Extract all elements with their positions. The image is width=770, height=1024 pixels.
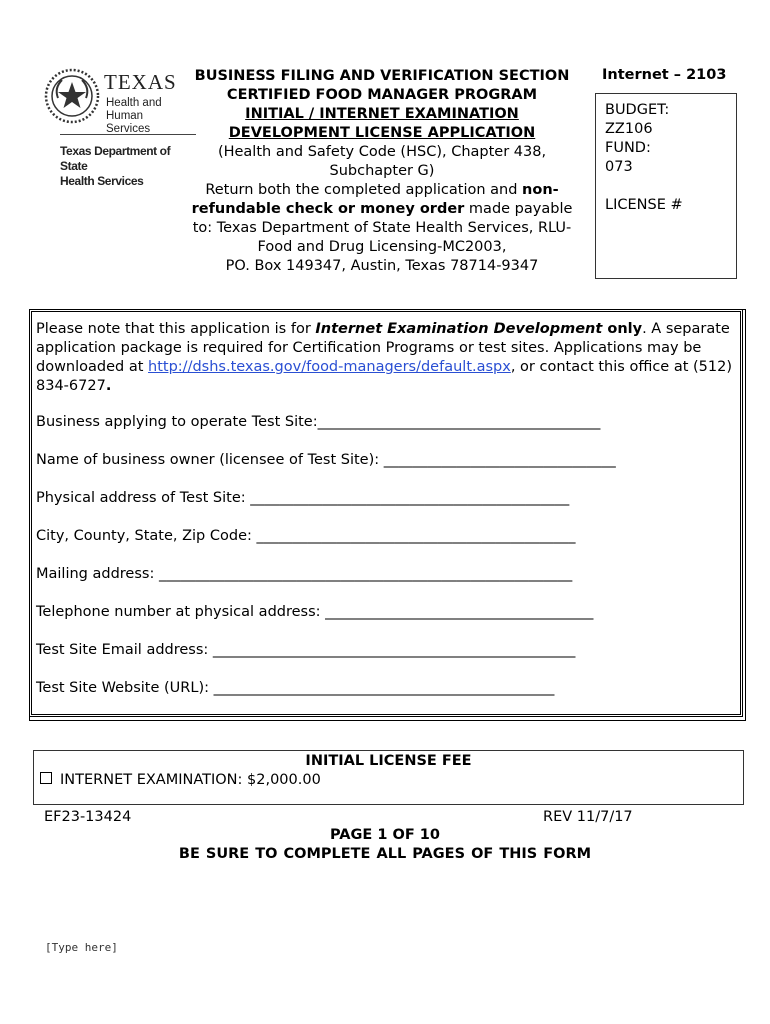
form-id: EF23-13424 (44, 809, 132, 825)
application-note: Please note that this application is for Internet Examination Development only. A separate application package is required for Certification Programs or test sites. Applications may be downloaded at http://dshs.texas.gov/food-managers/default.aspx, or contact this office at (512) 834-6727. (36, 321, 733, 394)
type-here-placeholder[interactable]: [Type here] (45, 941, 118, 954)
business-name-field[interactable]: Business applying to operate Test Site:_______________________________________ (36, 414, 601, 430)
email-field[interactable]: Test Site Email address: __________________________________________________ (36, 642, 576, 658)
internet-code: Internet – 2103 (602, 67, 727, 83)
complete-all-pages-notice: BE SURE TO COMPLETE ALL PAGES OF THIS FORM (178, 846, 592, 862)
city-county-state-zip-field[interactable]: City, County, State, Zip Code: ____________________________________________ (36, 528, 576, 544)
website-field[interactable]: Test Site Website (URL): _______________________________________________ (36, 680, 555, 696)
mailing-address-field[interactable]: Mailing address: _________________________________________________________ (36, 566, 573, 582)
physical-address-field[interactable]: Physical address of Test Site: ____________________________________________ (36, 490, 570, 506)
logo-dshs-text: Texas Department of State Health Services (60, 144, 171, 188)
fee-option-label: INTERNET EXAMINATION: $2,000.00 (60, 772, 321, 788)
fund-value: 073 (605, 159, 633, 175)
section-title: BUSINESS FILING AND VERIFICATION SECTION (194, 68, 570, 84)
fee-option[interactable] (40, 772, 321, 788)
return-instructions-2: refundable check or money order made payable (191, 201, 573, 217)
budget-label: BUDGET: (605, 102, 670, 118)
payee-address: PO. Box 149347, Austin, Texas 78714-9347 (225, 258, 539, 274)
dshs-logo (42, 64, 198, 188)
logo-hhs-text: Health and Human Services (106, 97, 162, 135)
fund-label: FUND: (605, 140, 651, 156)
payee-dept: Food and Drug Licensing-MC2003, (257, 239, 507, 255)
payee-line: to: Texas Department of State Health Services, RLU- (192, 220, 572, 236)
page-number: PAGE 1 OF 10 (330, 827, 440, 843)
program-title: CERTIFIED FOOD MANAGER PROGRAM (226, 87, 538, 103)
fee-title: INITIAL LICENSE FEE (305, 753, 472, 769)
owner-name-field[interactable]: Name of business owner (licensee of Test Site): ________________________________ (36, 452, 616, 468)
application-title: DEVELOPMENT LICENSE APPLICATION (228, 125, 536, 141)
texas-seal-icon (44, 68, 100, 124)
return-instructions-1: Return both the completed application and non- (205, 182, 559, 198)
budget-box (595, 93, 737, 279)
telephone-field[interactable]: Telephone number at physical address: _____________________________________ (36, 604, 594, 620)
exam-title: INITIAL / INTERNET EXAMINATION (245, 106, 519, 122)
hsc-citation: (Health and Safety Code (HSC), Chapter 438, (217, 144, 547, 160)
license-label: LICENSE # (605, 197, 683, 213)
download-link[interactable]: http://dshs.texas.gov/food-managers/default.aspx (148, 359, 511, 375)
hsc-subchapter: Subchapter G) (329, 163, 435, 179)
logo-texas-text: TEXAS (104, 70, 177, 94)
budget-value: ZZ106 (605, 121, 653, 137)
form-header (176, 67, 588, 276)
fee-checkbox[interactable] (40, 772, 52, 784)
revision-date: REV 11/7/17 (543, 809, 633, 825)
